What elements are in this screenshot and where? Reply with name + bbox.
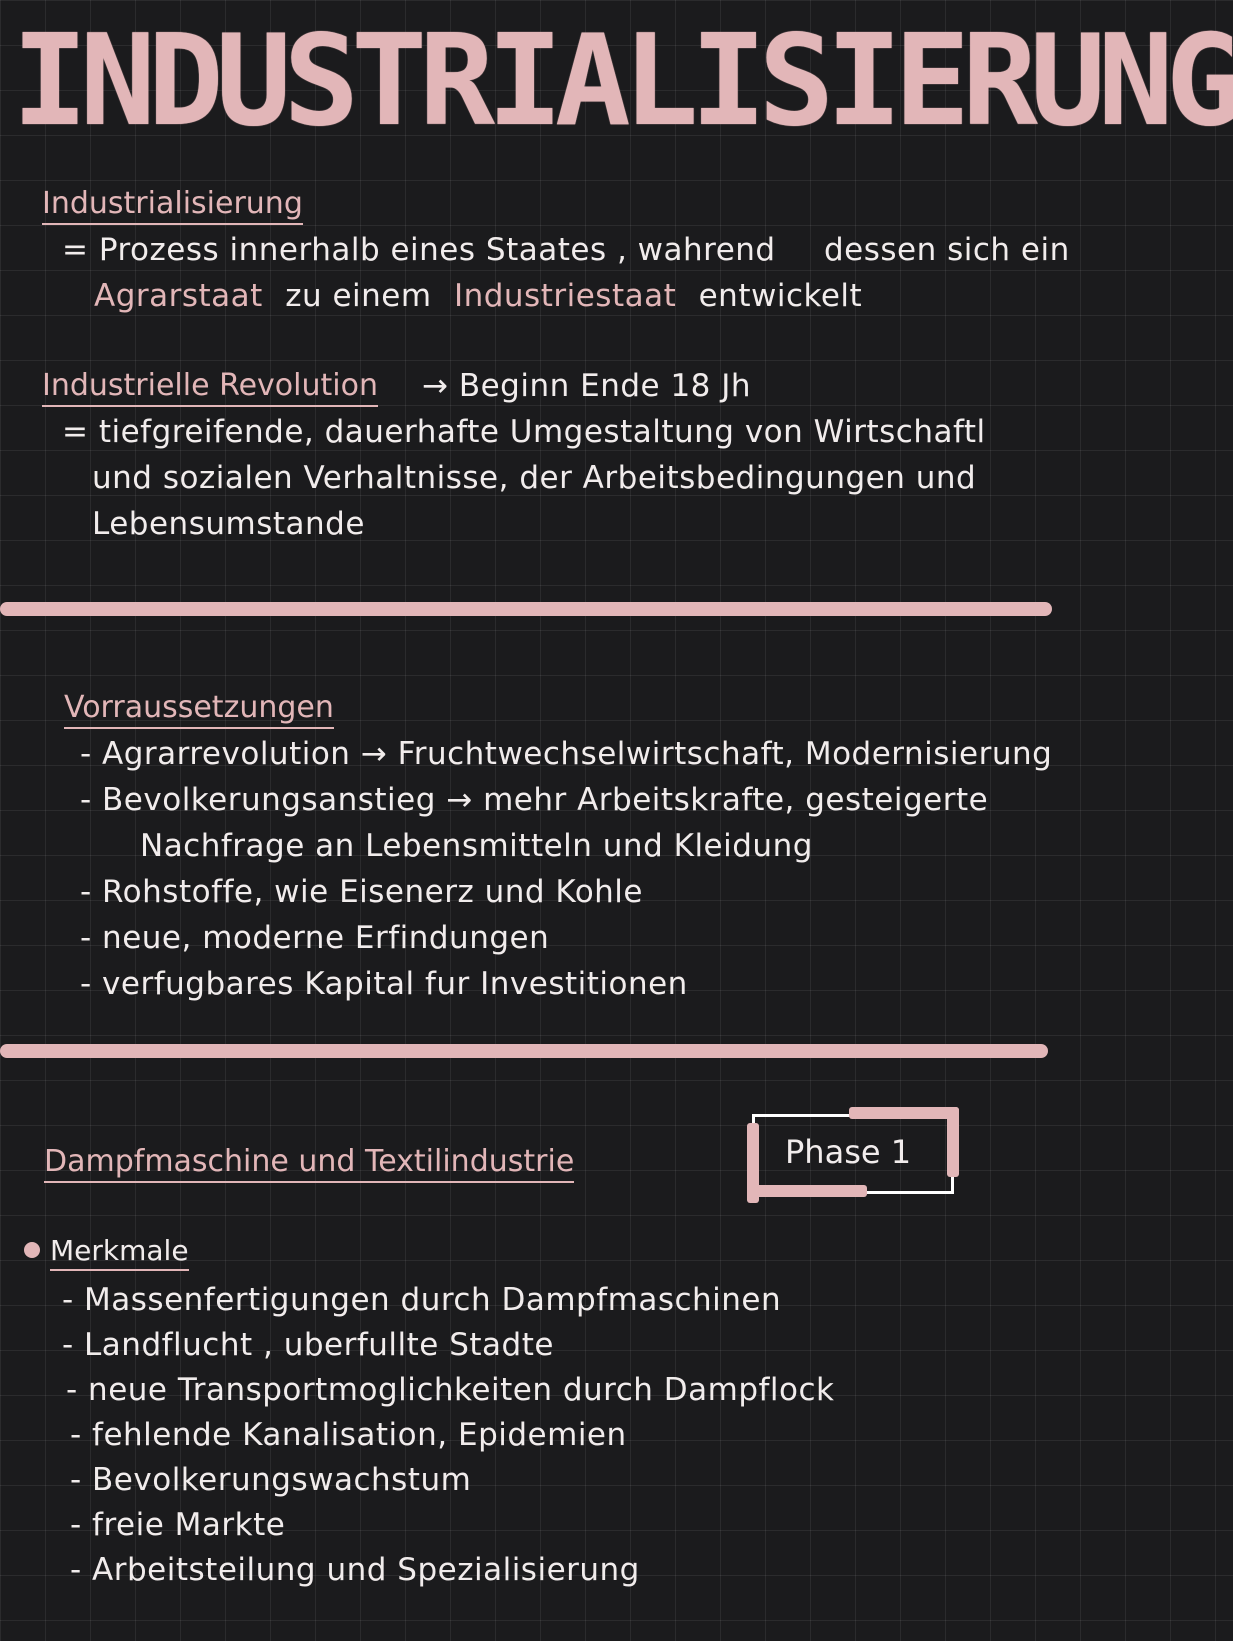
list-item: - freie Markte — [70, 1507, 286, 1543]
heading-industrialisierung: Industrialisierung — [42, 186, 303, 225]
list-item: - Rohstoffe, wie Eisenerz und Kohle — [80, 874, 643, 910]
list-item: - Bevolkerungsanstieg → mehr Arbeitskrafte, gesteigerte — [80, 782, 989, 818]
phase-badge — [752, 1114, 954, 1194]
term-industriestaat: Industriestaat — [453, 278, 677, 314]
phase-label: Phase 1 — [785, 1133, 912, 1171]
list-item: - verfugbares Kapital fur Investitionen — [80, 966, 688, 1002]
section-divider-1 — [0, 602, 1052, 616]
definition-line-1-prefix: = Prozess innerhalb eines Staates , wahrend — [62, 232, 776, 268]
section-divider-2 — [0, 1044, 1048, 1058]
heading-merkmale: Merkmale — [50, 1234, 189, 1271]
list-item: - neue, moderne Erfindungen — [80, 920, 550, 956]
definition-line-1 — [62, 232, 1070, 268]
heading-dampfmaschine: Dampfmaschine und Textilindustrie — [44, 1144, 574, 1183]
page-title: INDUSTRIALISIERUNG — [12, 7, 1233, 154]
definition-line-2-end: entwickelt — [698, 278, 863, 314]
definition-line-2-mid: zu einem — [285, 278, 432, 314]
definition-line-2 — [94, 278, 862, 314]
heading-industrielle-revolution: Industrielle Revolution — [42, 368, 378, 407]
list-item: - Landflucht , uberfullte Stadte — [62, 1327, 554, 1363]
list-item: - Massenfertigungen durch Dampfmaschinen — [62, 1282, 782, 1318]
list-item: - Agrarrevolution → Fruchtwechselwirtschaft, Modernisierung — [80, 736, 1053, 772]
revolution-begin: → Beginn Ende 18 Jh — [422, 368, 752, 404]
list-item-continuation: Nachfrage an Lebensmitteln und Kleidung — [140, 828, 813, 864]
list-item: - Bevolkerungswachstum — [70, 1462, 472, 1498]
revolution-line-1: = tiefgreifende, dauerhafte Umgestaltung von Wirtschaftl — [62, 414, 986, 450]
phase-frame-bottom — [747, 1185, 867, 1197]
list-item: - neue Transportmoglichkeiten durch Dampflock — [66, 1372, 835, 1408]
list-item: - Arbeitsteilung und Spezialisierung — [70, 1552, 640, 1588]
revolution-line-3: Lebensumstande — [92, 506, 365, 542]
phase-frame-top — [849, 1107, 959, 1119]
heading-vorraussetzungen: Vorraussetzungen — [64, 690, 334, 729]
revolution-line-2: und sozialen Verhaltnisse, der Arbeitsbedingungen und — [92, 460, 977, 496]
term-agrarstaat: Agrarstaat — [94, 278, 263, 314]
list-item: - fehlende Kanalisation, Epidemien — [70, 1417, 627, 1453]
definition-line-1-suffix: dessen sich ein — [823, 232, 1070, 268]
bullet-dot-icon — [24, 1242, 40, 1258]
